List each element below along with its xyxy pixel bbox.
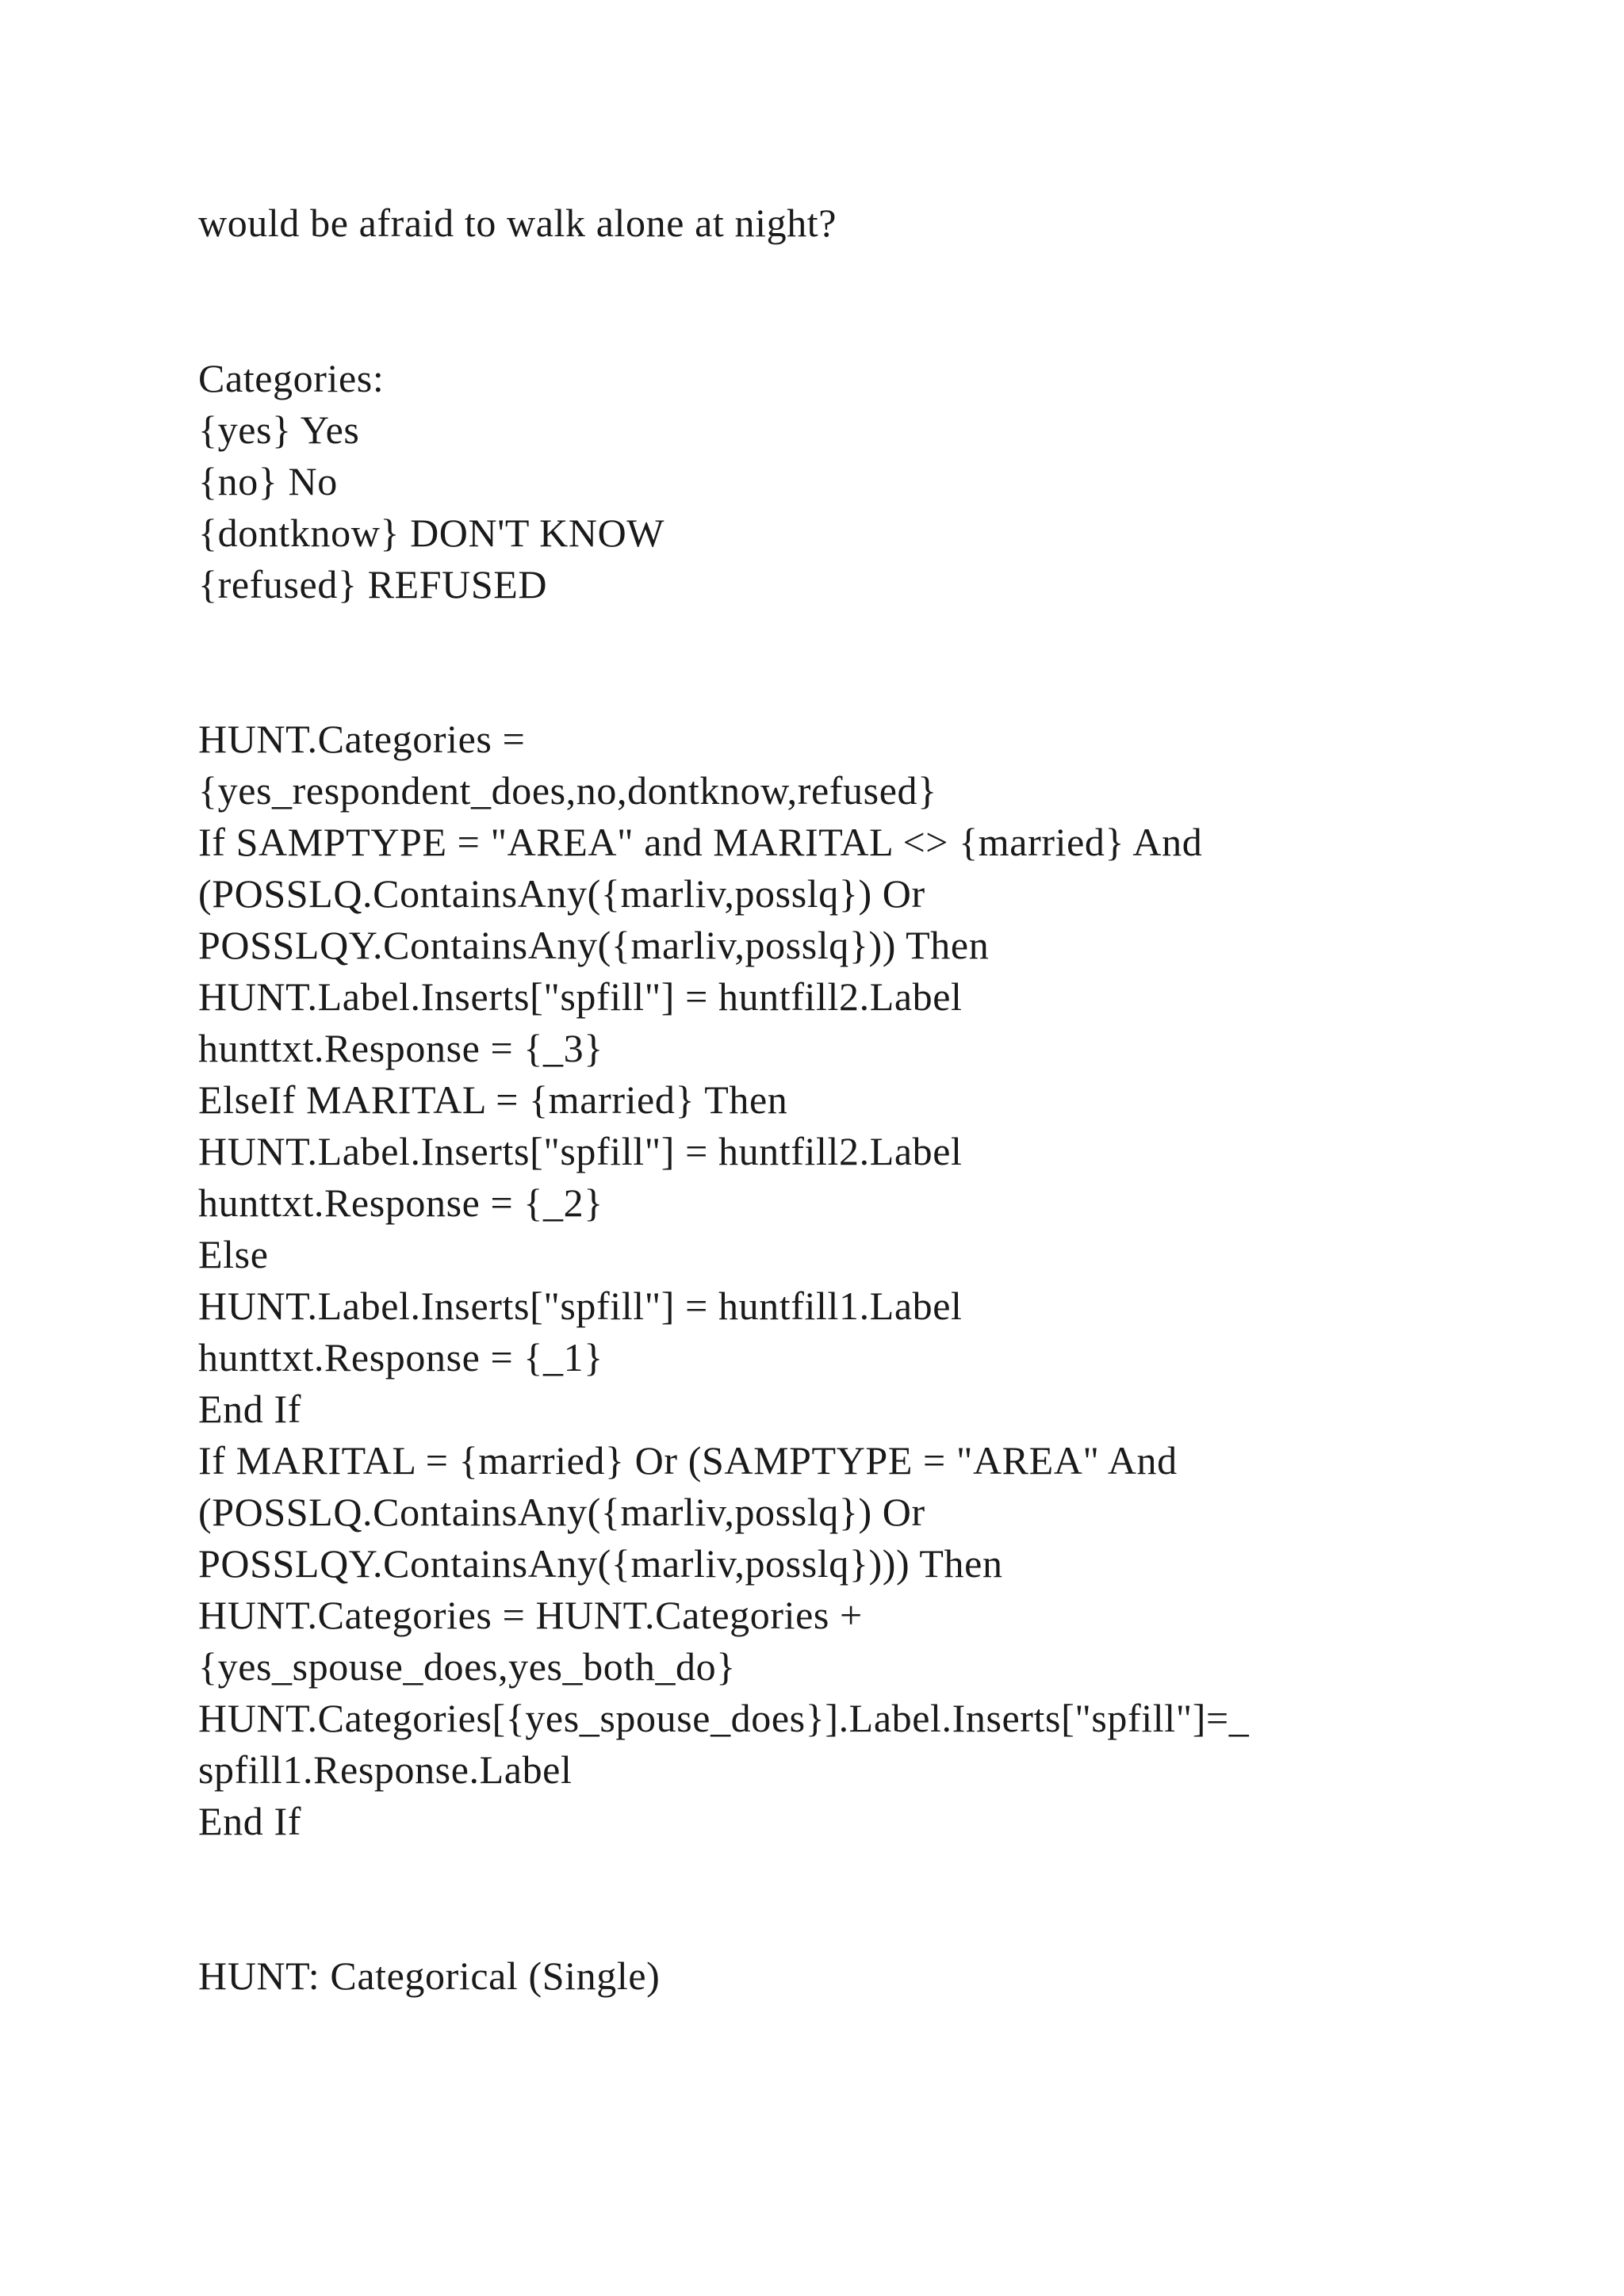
code-line: ElseIf MARITAL = {married} Then	[198, 1077, 788, 1122]
question-text-line: would be afraid to walk alone at night?	[198, 201, 837, 245]
category-item-no: {no} No	[198, 459, 338, 503]
code-line: HUNT.Label.Inserts["spfill"] = huntfill2.Label	[198, 974, 963, 1019]
code-line: HUNT.Label.Inserts["spfill"] = huntfill1.Label	[198, 1284, 963, 1328]
code-line: HUNT.Categories = HUNT.Categories +	[198, 1593, 863, 1637]
code-line: (POSSLQ.ContainsAny({marliv,posslq}) Or	[198, 1490, 925, 1534]
category-item-dontknow: {dontknow} DON'T KNOW	[198, 511, 665, 555]
code-line: hunttxt.Response = {_1}	[198, 1335, 603, 1380]
code-line: If SAMPTYPE = "AREA" and MARITAL <> {married} And	[198, 820, 1203, 864]
categories-heading: Categories:	[198, 356, 385, 400]
code-line: (POSSLQ.ContainsAny({marliv,posslq}) Or	[198, 871, 925, 916]
code-line: HUNT.Label.Inserts["spfill"] = huntfill2.Label	[198, 1129, 963, 1173]
code-line: {yes_respondent_does,no,dontknow,refused}	[198, 768, 937, 813]
code-line: HUNT.Categories =	[198, 717, 526, 761]
code-line: spfill1.Response.Label	[198, 1747, 573, 1792]
code-line: End If	[198, 1387, 301, 1431]
code-line: {yes_spouse_does,yes_both_do}	[198, 1644, 736, 1689]
code-line: POSSLQY.ContainsAny({marliv,posslq})) Then	[198, 923, 990, 967]
question-type-line: HUNT: Categorical (Single)	[198, 1954, 661, 1998]
category-item-refused: {refused} REFUSED	[198, 562, 548, 607]
code-line: End If	[198, 1799, 301, 1843]
code-line: hunttxt.Response = {_3}	[198, 1026, 603, 1070]
code-line: Else	[198, 1232, 269, 1276]
code-line: hunttxt.Response = {_2}	[198, 1181, 603, 1225]
code-line: POSSLQY.ContainsAny({marliv,posslq}))) Then	[198, 1541, 1003, 1586]
code-line: If MARITAL = {married} Or (SAMPTYPE = "AREA" And	[198, 1438, 1178, 1483]
code-line: HUNT.Categories[{yes_spouse_does}].Label.Inserts["spfill"]=_	[198, 1696, 1250, 1740]
category-item-yes: {yes} Yes	[198, 408, 360, 452]
